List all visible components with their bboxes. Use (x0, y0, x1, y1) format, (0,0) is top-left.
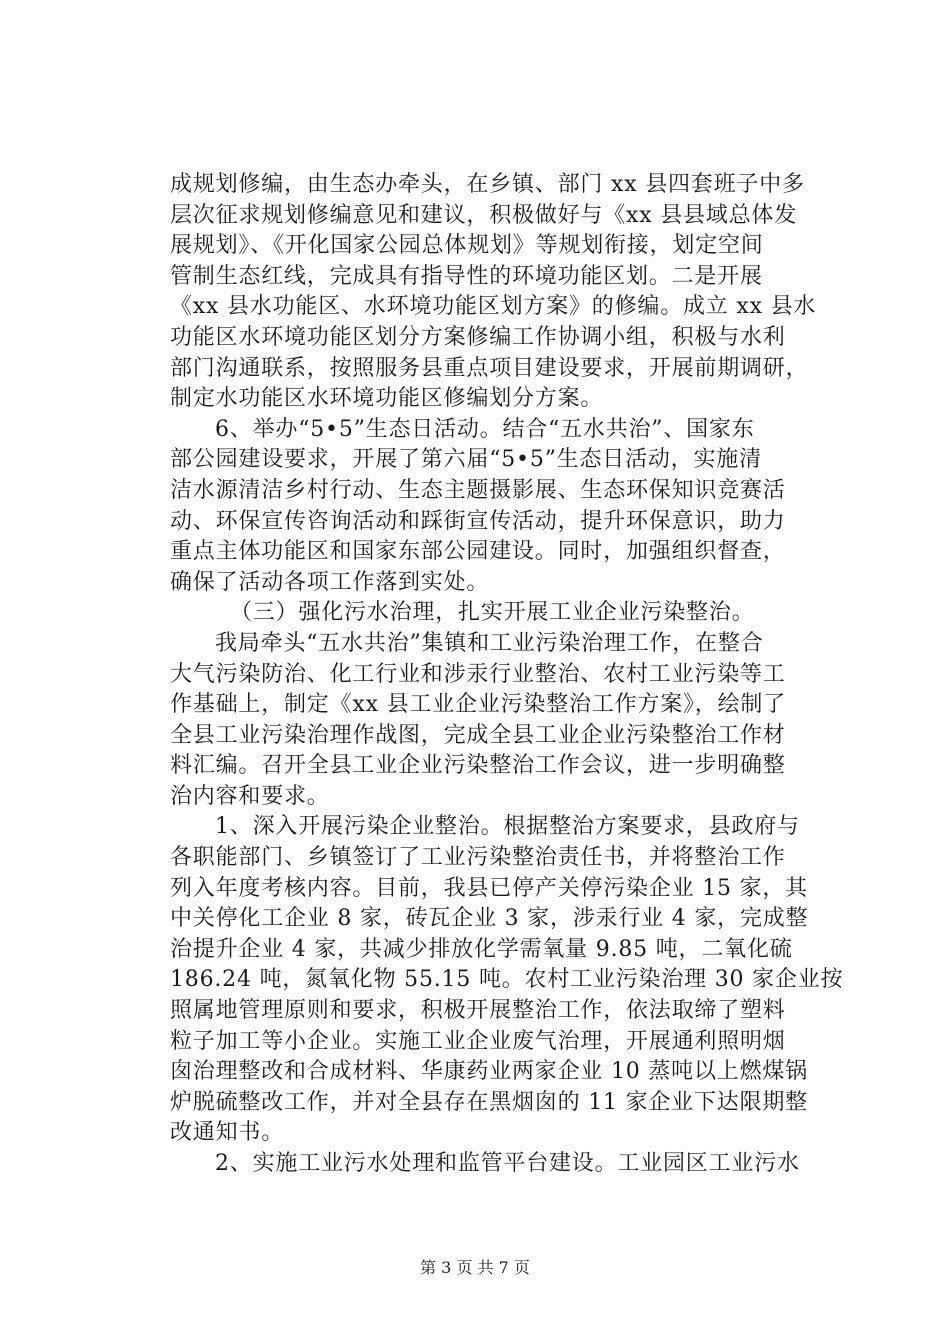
text-line: 粒子加工等小企业。实施工业企业废气治理，开展通利照明烟 (170, 1028, 786, 1054)
section-heading: （三）强化污水治理，扎实开展工业企业污染整治。 (230, 600, 755, 626)
paragraph-first-line: 6、举办“5•5”生态日活动。结合“五水共治”、国家东 (215, 416, 755, 442)
text-line: 囱治理整改和合成材料、华康药业两家企业 10 蒸吨以上燃煤锅 (170, 1059, 808, 1085)
text-line: 展规划》、《开化国家公园总体规划》等规划衔接，划定空间 (170, 233, 764, 259)
text-line: 大气污染防治、化工行业和涉汞行业整治、农村工业污染等工 (170, 661, 786, 687)
text-line: 186.24 吨，氮氧化物 55.15 吨。农村工业污染治理 30 家企业按 (170, 967, 844, 993)
paragraph-first-line: 2、实施工业污水处理和监管平台建设。工业园区工业污水 (215, 1151, 800, 1176)
text-line: 确保了活动各项工作落到实处。 (170, 569, 490, 595)
text-line: 层次征求规划修编意见和建议，积极做好与《xx 县县域总体发 (170, 202, 798, 228)
text-line: 动、环保宣传咨询活动和踩街宣传活动，提升环保意识，助力 (170, 508, 786, 534)
text-line: 成规划修编，由生态办牵头，在乡镇、部门 xx 县四套班子中多 (170, 172, 805, 197)
text-line: 作基础上，制定《xx 县工业企业污染整治工作方案》，绘制了 (170, 692, 787, 718)
text-line: 《xx 县水功能区、水环境功能区划方案》的修编。成立 xx 县水 (170, 294, 817, 320)
text-line: 全县工业污染治理作战图，完成全县工业企业污染整治工作材 (170, 722, 786, 748)
text-line: 功能区水环境功能区划分方案修编工作协调小组，积极与水利 (170, 324, 786, 350)
text-line: 治提升企业 4 家，共减少排放化学需氧量 9.85 吨，二氧化硫 (170, 936, 793, 962)
paragraph-first-line: 1、深入开展污染企业整治。根据整治方案要求，县政府与 (215, 814, 800, 840)
text-line: 各职能部门、乡镇签订了工业污染整治责任书，并将整治工作 (170, 845, 786, 871)
text-line: 料汇编。召开全县工业企业污染整治工作会议，进一步明确整 (170, 753, 786, 779)
text-line: 照属地管理原则和要求，积极开展整治工作，依法取缔了塑料 (170, 998, 786, 1024)
text-line: 中关停化工企业 8 家，砖瓦企业 3 家，涉汞行业 4 家，完成整 (170, 906, 809, 932)
page-number-footer: 第 3 页 共 7 页 (420, 1258, 530, 1277)
text-line: 制定水功能区水环境功能区修编划分方案。 (170, 386, 604, 412)
text-line: 洁水源清洁乡村行动、生态主题摄影展、生态环保知识竞赛活 (170, 477, 786, 503)
paragraph-first-line: 我局牵头“五水共治”集镇和工业污染治理工作，在整合 (215, 630, 764, 656)
text-line: 部门沟通联系，按照服务县重点项目建设要求，开展前期调研， (170, 355, 809, 381)
text-line: 管制生态红线，完成具有指导性的环境功能区划。二是开展 (170, 263, 763, 289)
text-line: 部公园建设要求，开展了第六届“5•5”生态日活动，实施清 (170, 447, 762, 473)
document-body (170, 170, 844, 1180)
text-line: 列入年度考核内容。目前，我县已停产关停污染企业 15 家，其 (170, 875, 808, 901)
text-line: 改通知书。 (170, 1120, 285, 1146)
text-line: 重点主体功能区和国家东部公园建设。同时，加强组织督查， (170, 539, 786, 565)
text-line: 炉脱硫整改工作，并对全县存在黑烟囱的 11 家企业下达限期整 (170, 1089, 808, 1115)
text-line: 治内容和要求。 (170, 783, 330, 809)
